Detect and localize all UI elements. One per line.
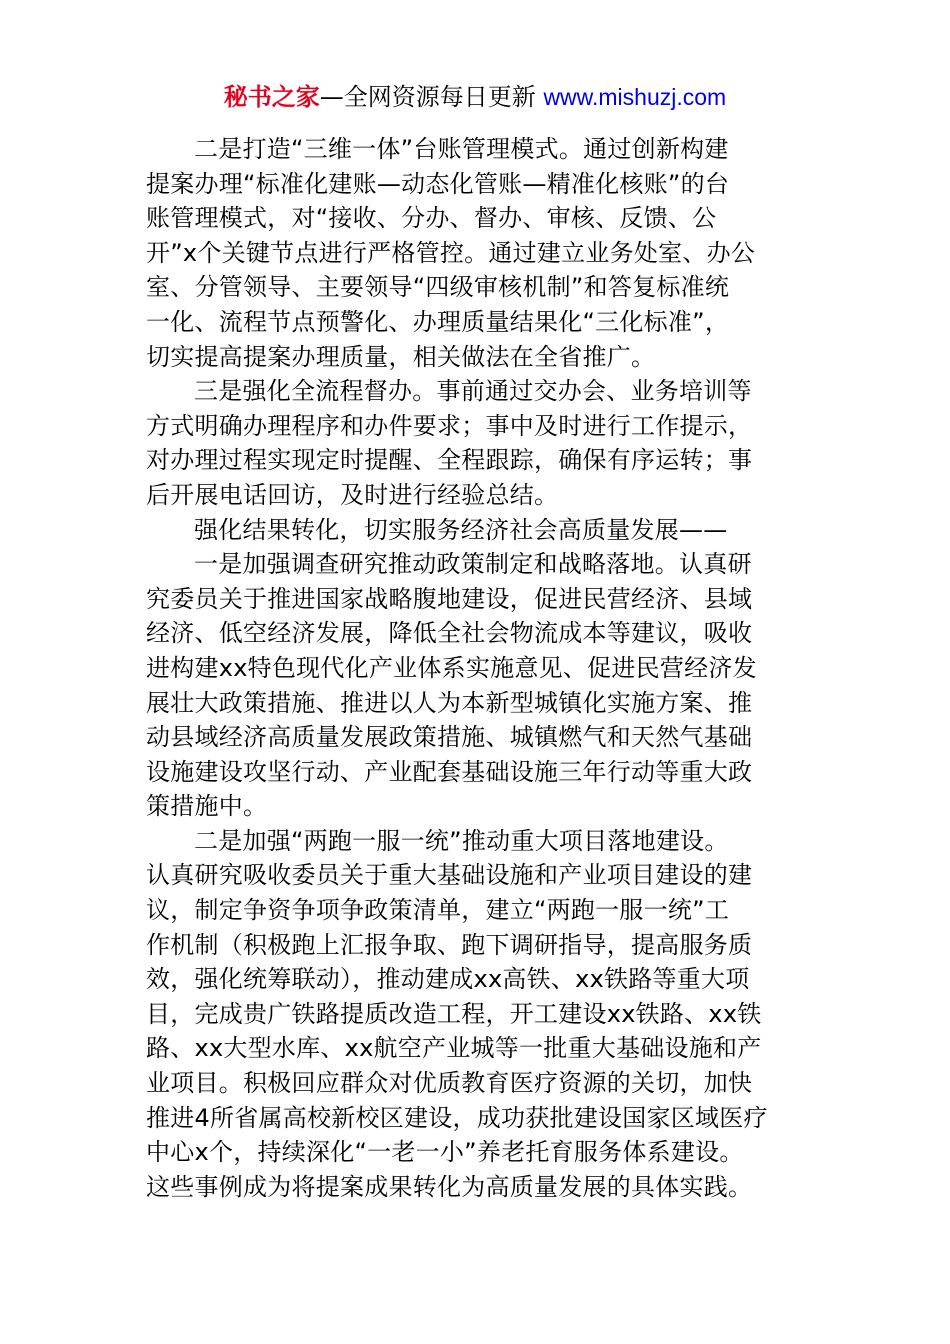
text-line: 作机制（积极跑上汇报争取、跑下调研指导，提高服务质 (146, 930, 753, 959)
text-line: 切实提高提案办理质量，相关做法在全省推广。 (146, 342, 656, 371)
text-line: 展壮大政策措施、推进以人为本新型城镇化实施方案、推 (146, 688, 753, 717)
text-line: 目，完成贵广铁路提质改造工程，开工建设xx铁路、xx铁 (146, 999, 762, 1028)
text-line: 二是加强“两跑一服一统”推动重大项目落地建设。 (194, 826, 729, 855)
text-line: 议，制定争资争项争政策清单，建立“两跑一服一统”工 (146, 896, 730, 925)
text-line: 设施建设攻坚行动、产业配套基础设施三年行动等重大政 (146, 757, 753, 786)
text-line: 进构建xx特色现代化产业体系实施意见、促进民营经济发 (146, 653, 757, 682)
text-line: 究委员关于推进国家战略腹地建设，促进民营经济、县域 (146, 584, 753, 613)
header-tagline: —全网资源每日更新 (319, 83, 544, 111)
text-line: 一化、流程节点预警化、办理质量结果化“三化标准”， (146, 307, 730, 336)
text-line: 三是强化全流程督办。事前通过交办会、业务培训等 (194, 377, 752, 406)
text-line: 策措施中。 (146, 792, 268, 821)
text-line: 一是加强调查研究推动政策制定和战略落地。认真研 (194, 550, 752, 579)
text-line: 账管理模式，对“接收、分办、督办、审核、反馈、公 (146, 204, 717, 233)
text-line: 开”x个关键节点进行严格管控。通过建立业务处室、办公 (146, 238, 756, 267)
text-line: 这些事例成为将提案成果转化为高质量发展的具体实践。 (146, 1172, 753, 1201)
brand-name: 秘书之家 (223, 83, 320, 111)
text-line: 室、分管领导、主要领导“四级审核机制”和答复标准统 (146, 273, 730, 302)
text-line: 业项目。积极回应群众对优质教育医疗资源的关切，加快 (146, 1069, 753, 1098)
text-line: 中心x个，持续深化“一老一小”养老托育服务体系建设。 (146, 1138, 744, 1167)
text-line: 对办理过程实现定时提醒、全程跟踪，确保有序运转；事 (146, 446, 753, 475)
text-line: 提案办理“标准化建账—动态化管账—精准化核账”的台 (146, 169, 730, 198)
text-line: 强化结果转化，切实服务经济社会高质量发展—— (194, 515, 728, 544)
text-line: 认真研究吸收委员关于重大基础设施和产业项目建设的建 (146, 861, 753, 890)
site-url-link[interactable]: www.mishuzj.com (543, 84, 727, 110)
text-line: 方式明确办理程序和办件要求；事中及时进行工作提示， (146, 411, 753, 440)
document-body (146, 132, 810, 1204)
text-line: 二是打造“三维一体”台账管理模式。通过创新构建 (194, 135, 729, 163)
text-line: 推进4所省属高校新校区建设，成功获批建设国家区域医疗 (146, 1103, 768, 1132)
text-line: 路、xx大型水库、xx航空产业城等一批重大基础设施和产 (146, 1034, 762, 1063)
text-line: 后开展电话回访，及时进行经验总结。 (146, 480, 559, 509)
text-line: 效，强化统筹联动），推动建成xx高铁、xx铁路等重大项 (146, 965, 750, 994)
text-line: 动县域经济高质量发展政策措施、城镇燃气和天然气基础 (146, 723, 753, 752)
site-header (0, 80, 950, 114)
text-line: 经济、低空经济发展，降低全社会物流成本等建议，吸收 (146, 619, 753, 648)
